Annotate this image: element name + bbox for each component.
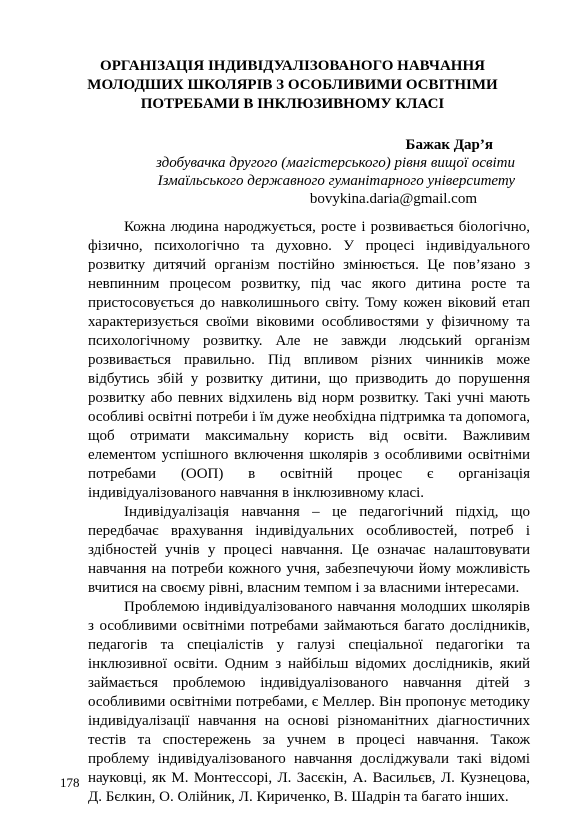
author-affiliation-line-1: здобувачка другого (магістерського) рівня вищої освіти: [155, 155, 515, 171]
paragraph-3: Проблемою індивідуалізованого навчання молодших школярів з особливими освітніми потребами займаються багато дослідників, педагогів та спеціалістів у галузі спеціальної педагогіки та інклюзивної освіти. Одним з найбільш відомих дослідників, який займається проблемою індивідуалізованого навчання дітей з особливими освітніми потребами, є Меллер. Він пропонує методику індивідуалізації навчання на основі різноманітних діагностичних тестів та спостережень за учнем в процесі навчання. Також проблему індивідуалізованого навчання досліджували такі відомі науковці, як М. Монтессорі, Л. Засєкін, А. Васильєв, Л. Кузнецова, Д. Бєлкин, О. Олійник, Л. Кириченко, В. Шадрін та багато інших.: [88, 599, 530, 805]
author-affiliation-line-2: Ізмаїльського державного гуманітарного університету: [157, 173, 515, 189]
paragraph-2: Індивідуалізація навчання – це педагогічний підхід, що передбачає врахування індивідуальних особливостей, потреб і здібностей учнів у процесі навчання. Це означає налаштовувати навчання на потреби кожного учня, забезпечуючи йому можливість вчитися на своєму рівні, власним темпом і за власними інтересами.: [88, 504, 530, 596]
page-number: 178: [60, 775, 80, 790]
title-line-2: МОЛОДШИХ ШКОЛЯРІВ З ОСОБЛИВИМИ ОСВІТНІМИ: [87, 77, 498, 93]
title-line-3: ПОТРЕБАМИ В ІНКЛЮЗИВНОМУ КЛАСІ: [140, 96, 445, 112]
article-body: [88, 218, 530, 807]
title-line-1: ОРГАНІЗАЦІЯ ІНДИВІДУАЛІЗОВАНОГО НАВЧАННЯ: [100, 58, 485, 74]
paragraph-1: Кожна людина народжується, росте і розвивається біологічно, фізично, психологічно та духовно. У процесі індивідуального розвитку дитячий організм постійно змінюється. Це пов’язано з невпинним процесом розвитку, під час якого дитина росте та пристосовується до навколишнього світу. Тому кожен віковий етап характеризується своїми віковими особливостями у фізичному та психологічному розвитку. Але не завжди людський організм розвивається правильно. Під впливом різних чинників може відбутись збій у розвитку дитини, що призводить до порушення розвитку або певних відхилень від норм розвитку. Такі учні мають особливі освітні потреби і їм дуже необхідна підтримка та допомога, щоб отримати максимальну користь від освіти. Важливим елементом успішного включення школярів з особливими освітніми потребами (ООП) в освітній процес є організація індивідуалізованого навчання в інклюзивному класі.: [88, 219, 530, 501]
author-email: bovykina.daria@gmail.com: [309, 191, 477, 207]
article-title: [70, 57, 515, 114]
author-name: Бажак Дар’я: [405, 137, 493, 153]
author-block: [70, 136, 515, 208]
